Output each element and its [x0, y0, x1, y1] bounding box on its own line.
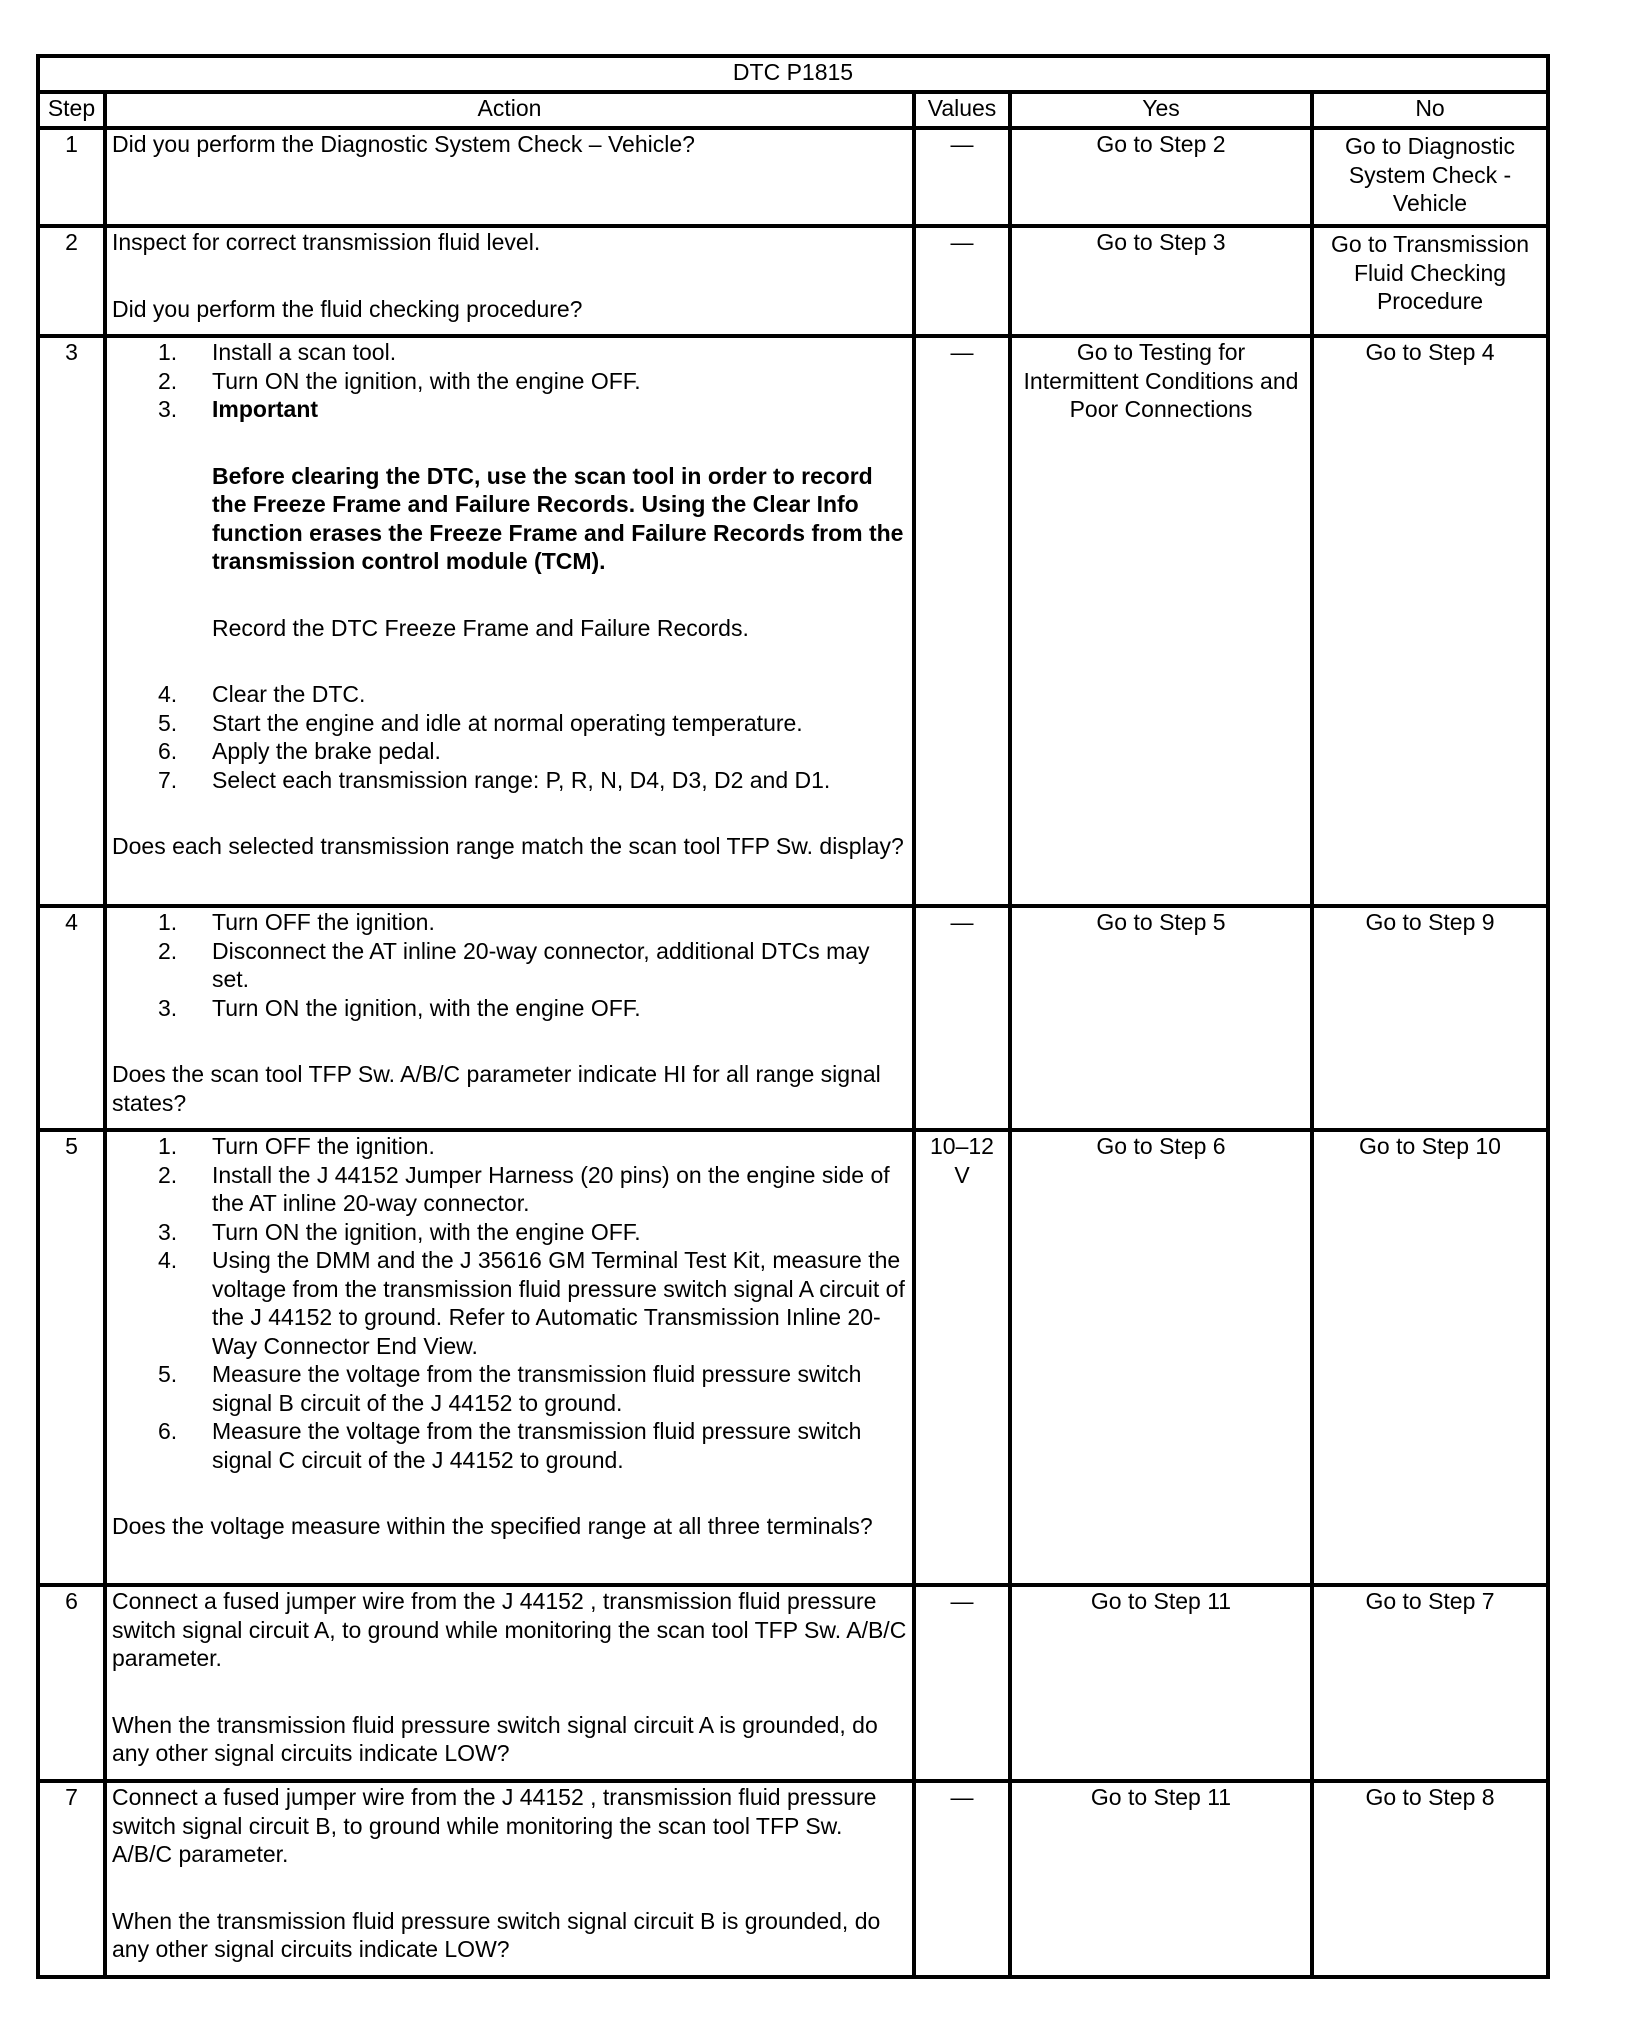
step-number: 6	[38, 1585, 105, 1781]
list-item: 3. Turn ON the ignition, with the engine OFF.	[158, 1218, 641, 1245]
yes-cell: Go to Step 3	[1010, 226, 1312, 336]
step-number: 5	[38, 1130, 105, 1585]
no-cell: Go to Step 9	[1312, 906, 1548, 1130]
procedure-list	[112, 908, 907, 1022]
no-cell: Go to Step 8	[1312, 1781, 1548, 1977]
action-cell	[105, 1130, 914, 1585]
list-item: 6. Measure the voltage from the transmission fluid pressure switch signal C circuit of the J 44152 to ground.	[158, 1418, 862, 1473]
list-item: 1. Install a scan tool.	[158, 339, 397, 365]
action-text: Connect a fused jumper wire from the J 44152 , transmission fluid pressure switch signal circuit B, to ground while monitoring the scan tool TFP Sw. A/B/C parameter.	[112, 1784, 877, 1867]
action-question: Did you perform the fluid checking procedure?	[112, 295, 583, 322]
yes-cell: Go to Testing for Intermittent Conditions and Poor Connections	[1010, 336, 1312, 906]
list-item: 1. Turn OFF the ignition.	[158, 1133, 435, 1159]
table-row	[38, 906, 1548, 1130]
no-cell: Go to Diagnostic System Check - Vehicle	[1312, 128, 1548, 226]
list-item: 7. Select each transmission range: P, R, N, D4, D3, D2 and D1.	[158, 766, 831, 793]
step-number: 7	[38, 1781, 105, 1977]
list-item: 3. Turn ON the ignition, with the engine OFF.	[158, 994, 641, 1021]
action-text: Connect a fused jumper wire from the J 44152 , transmission fluid pressure switch signal circuit A, to ground while monitoring the scan tool TFP Sw. A/B/C parameter.	[112, 1588, 907, 1671]
table-row	[38, 226, 1548, 336]
list-item: 2. Turn ON the ignition, with the engine OFF.	[158, 367, 641, 394]
value-cell: —	[914, 336, 1010, 906]
action-cell	[105, 128, 914, 226]
table-row	[38, 1130, 1548, 1585]
step-number: 1	[38, 128, 105, 226]
header-action: Action	[105, 92, 914, 128]
yes-cell: Go to Step 11	[1010, 1781, 1312, 1977]
no-cell: Go to Step 10	[1312, 1130, 1548, 1585]
action-cell	[105, 336, 914, 906]
step-number: 3	[38, 336, 105, 906]
list-item: 1. Turn OFF the ignition.	[158, 909, 435, 935]
no-cell: Go to Transmission Fluid Checking Procedure	[1312, 226, 1548, 336]
list-item: 3. Important	[158, 396, 319, 422]
value-cell: —	[914, 226, 1010, 336]
table-row	[38, 1585, 1548, 1781]
value-cell: —	[914, 128, 1010, 226]
action-question: When the transmission fluid pressure switch signal circuit A is grounded, do any other signal circuits indicate LOW?	[112, 1711, 878, 1766]
value-cell: —	[914, 1781, 1010, 1977]
header-row	[38, 92, 1548, 128]
action-cell	[105, 906, 914, 1130]
procedure-list	[112, 1132, 907, 1474]
record-note: Record the DTC Freeze Frame and Failure Records.	[212, 614, 749, 641]
no-cell: Go to Step 7	[1312, 1585, 1548, 1781]
list-item: 4. Using the DMM and the J 35616 GM Terminal Test Kit, measure the voltage from the transmission fluid pressure switch signal A circuit of the J 44152 to ground. Refer to Automatic Transmission Inline 20-Way Connector End View.	[158, 1247, 905, 1359]
table-row	[38, 336, 1548, 906]
action-cell	[105, 1781, 914, 1977]
important-note: Before clearing the DTC, use the scan tool in order to record the Freeze Frame and Failure Records. Using the Clear Info function erases the Freeze Frame and Failure Records from the transmission control module (TCM).	[212, 462, 904, 574]
value-cell: 10–12 V	[914, 1130, 1010, 1585]
step-number: 4	[38, 906, 105, 1130]
yes-cell: Go to Step 2	[1010, 128, 1312, 226]
yes-cell: Go to Step 5	[1010, 906, 1312, 1130]
step-number: 2	[38, 226, 105, 336]
action-question: Does each selected transmission range match the scan tool TFP Sw. display?	[112, 833, 904, 859]
action-cell	[105, 1585, 914, 1781]
table-row	[38, 128, 1548, 226]
header-values: Values	[914, 92, 1010, 128]
procedure-list	[112, 338, 907, 424]
dtc-table	[36, 54, 1550, 1979]
list-item: 6. Apply the brake pedal.	[158, 738, 441, 764]
list-item: 2. Disconnect the AT inline 20-way connector, additional DTCs may set.	[158, 937, 870, 992]
table-row	[38, 1781, 1548, 1977]
header-step: Step	[38, 92, 105, 128]
action-question: Does the voltage measure within the specified range at all three terminals?	[112, 1513, 873, 1539]
yes-cell: Go to Step 11	[1010, 1585, 1312, 1781]
header-no: No	[1312, 92, 1548, 128]
action-cell	[105, 226, 914, 336]
list-item: 5. Start the engine and idle at normal operating temperature.	[158, 709, 803, 736]
action-question: When the transmission fluid pressure switch signal circuit B is grounded, do any other signal circuits indicate LOW?	[112, 1907, 881, 1962]
procedure-list	[112, 680, 907, 794]
list-item: 2. Install the J 44152 Jumper Harness (20 pins) on the engine side of the AT inline 20-way connector.	[158, 1161, 890, 1216]
no-cell: Go to Step 4	[1312, 336, 1548, 906]
action-text: Inspect for correct transmission fluid level.	[112, 229, 541, 255]
action-question: Does the scan tool TFP Sw. A/B/C parameter indicate HI for all range signal states?	[112, 1061, 881, 1116]
action-text: Did you perform the Diagnostic System Check – Vehicle?	[112, 131, 695, 157]
list-item: 5. Measure the voltage from the transmission fluid pressure switch signal B circuit of the J 44152 to ground.	[158, 1361, 862, 1416]
table-title: DTC P1815	[38, 56, 1548, 92]
value-cell: —	[914, 1585, 1010, 1781]
yes-cell: Go to Step 6	[1010, 1130, 1312, 1585]
value-cell: —	[914, 906, 1010, 1130]
header-yes: Yes	[1010, 92, 1312, 128]
list-item: 4. Clear the DTC.	[158, 681, 366, 707]
